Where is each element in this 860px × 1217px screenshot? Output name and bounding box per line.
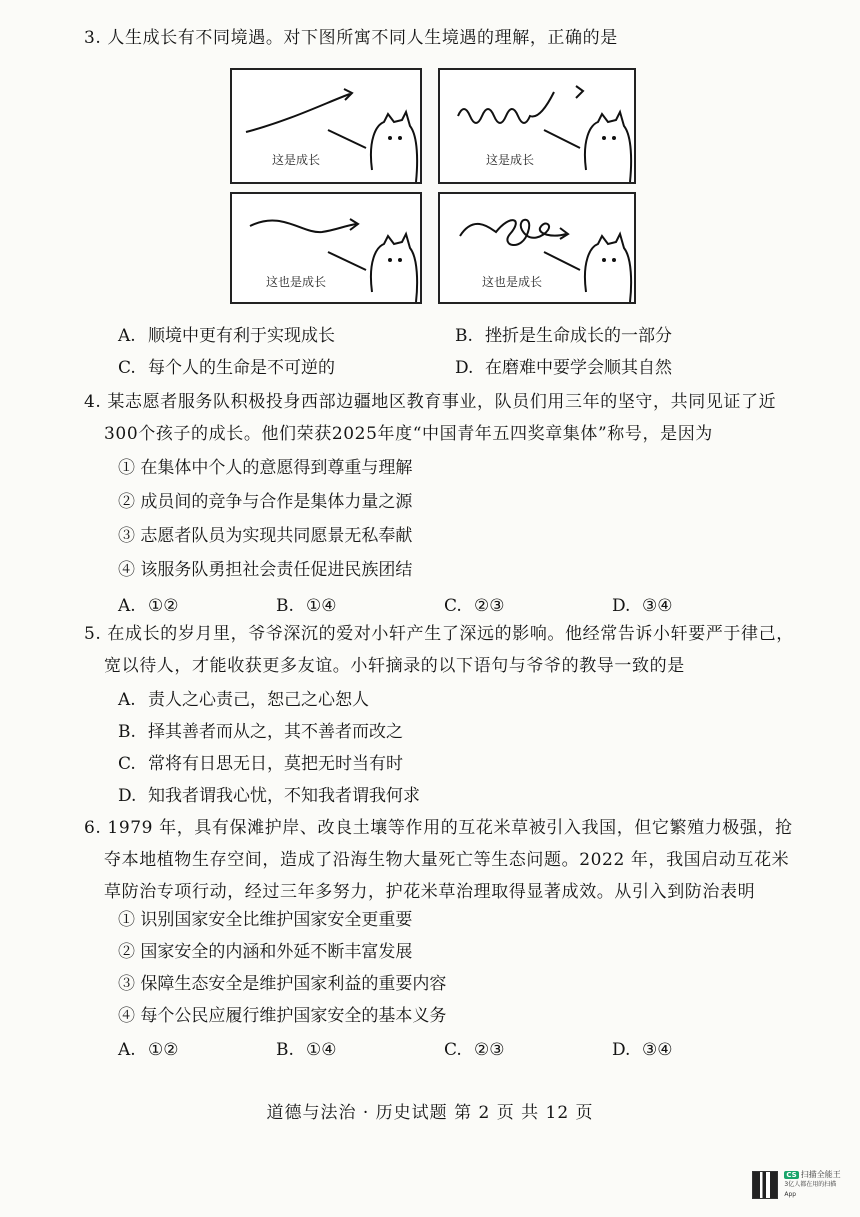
panel-2-caption: 这是成长 xyxy=(486,153,535,167)
q6-stem-line2: 夺本地植物生存空间，造成了沿海生物大量死亡等生态问题。2022 年，我国启动互花米 xyxy=(104,850,790,870)
panel-4-caption: 这也是成长 xyxy=(482,275,543,289)
q6-item-4: ④ 每个公民应履行维护国家安全的基本义务 xyxy=(118,1006,447,1026)
panel-1-caption: 这是成长 xyxy=(272,153,321,167)
q4-answer-a: A. ①② xyxy=(118,596,179,616)
comic-panel-1 xyxy=(230,68,422,184)
comic-panel-3 xyxy=(230,192,422,304)
q4-answer-d: D. ③④ xyxy=(612,596,673,616)
q3-option-a: A. 顺境中更有利于实现成长 xyxy=(118,326,335,346)
page-footer: 道德与法治 · 历史试题 第 2 页 共 12 页 xyxy=(266,1103,594,1123)
q5-option-b: B. 择其善者而从之，其不善者而改之 xyxy=(118,722,403,742)
q6-item-1: ① 识别国家安全比维护国家安全更重要 xyxy=(118,910,413,930)
q4-stem-line2: 300个孩子的成长。他们荣获2025年度“中国青年五四奖章集体”称号，是因为 xyxy=(104,424,713,444)
q4-stem-line1: 4. 某志愿者服务队积极投身西部边疆地区教育事业，队员们用三年的坚守，共同见证了近 xyxy=(84,392,777,412)
q3-stem: 3. 人生成长有不同境遇。对下图所寓不同人生境遇的理解，正确的是 xyxy=(84,28,618,48)
q4-item-4: ④ 该服务队勇担社会责任促进民族团结 xyxy=(118,560,413,580)
scanner-watermark xyxy=(752,1168,844,1202)
q6-stem-line3: 草防治专项行动，经过三年多努力，护花米草治理取得显著成效。从引入到防治表明 xyxy=(104,882,756,902)
q6-item-2: ② 国家安全的内涵和外延不断丰富发展 xyxy=(118,942,413,962)
q4-item-2: ② 成员间的竞争与合作是集体力量之源 xyxy=(118,492,413,512)
q6-answer-a: A. ①② xyxy=(118,1040,179,1060)
panel-3-caption: 这也是成长 xyxy=(266,275,327,289)
comic-panel-2 xyxy=(438,68,636,184)
q5-option-d: D. 知我者谓我心忧，不知我者谓我何求 xyxy=(118,786,420,806)
scanner-badge: CS 扫描全能王 3亿人都在用的扫描App xyxy=(784,1170,841,1198)
q3-option-c: C. 每个人的生命是不可逆的 xyxy=(118,358,335,378)
q5-option-a: A. 责人之心责己，恕己之心恕人 xyxy=(118,690,369,710)
q4-answer-b: B. ①④ xyxy=(276,596,337,616)
q3-option-b: B. 挫折是生命成长的一部分 xyxy=(455,326,672,346)
comic-panel-4 xyxy=(438,192,636,304)
qr-code-icon xyxy=(752,1171,778,1199)
q6-answer-c: C. ②③ xyxy=(444,1040,505,1060)
q6-item-3: ③ 保障生态安全是维护国家利益的重要内容 xyxy=(118,974,447,994)
q5-stem-line2: 宽以待人，才能收获更多友谊。小轩摘录的以下语句与爷爷的教导一致的是 xyxy=(104,656,685,676)
q4-answer-c: C. ②③ xyxy=(444,596,505,616)
q6-answer-d: D. ③④ xyxy=(612,1040,673,1060)
q3-option-d: D. 在磨难中要学会顺其自然 xyxy=(455,358,672,378)
q5-option-c: C. 常将有日思无日，莫把无时当有时 xyxy=(118,754,403,774)
q5-stem-line1: 5. 在成长的岁月里，爷爷深沉的爱对小轩产生了深远的影响。他经常告诉小轩要严于律己， xyxy=(84,624,794,644)
q6-stem-line1: 6. 1979 年，具有保滩护岸、改良土壤等作用的互花米草被引入我国，但它繁殖力极强，抢 xyxy=(84,818,793,838)
q4-item-3: ③ 志愿者队员为实现共同愿景无私奉献 xyxy=(118,526,413,546)
q4-item-1: ① 在集体中个人的意愿得到尊重与理解 xyxy=(118,458,413,478)
q6-answer-b: B. ①④ xyxy=(276,1040,337,1060)
